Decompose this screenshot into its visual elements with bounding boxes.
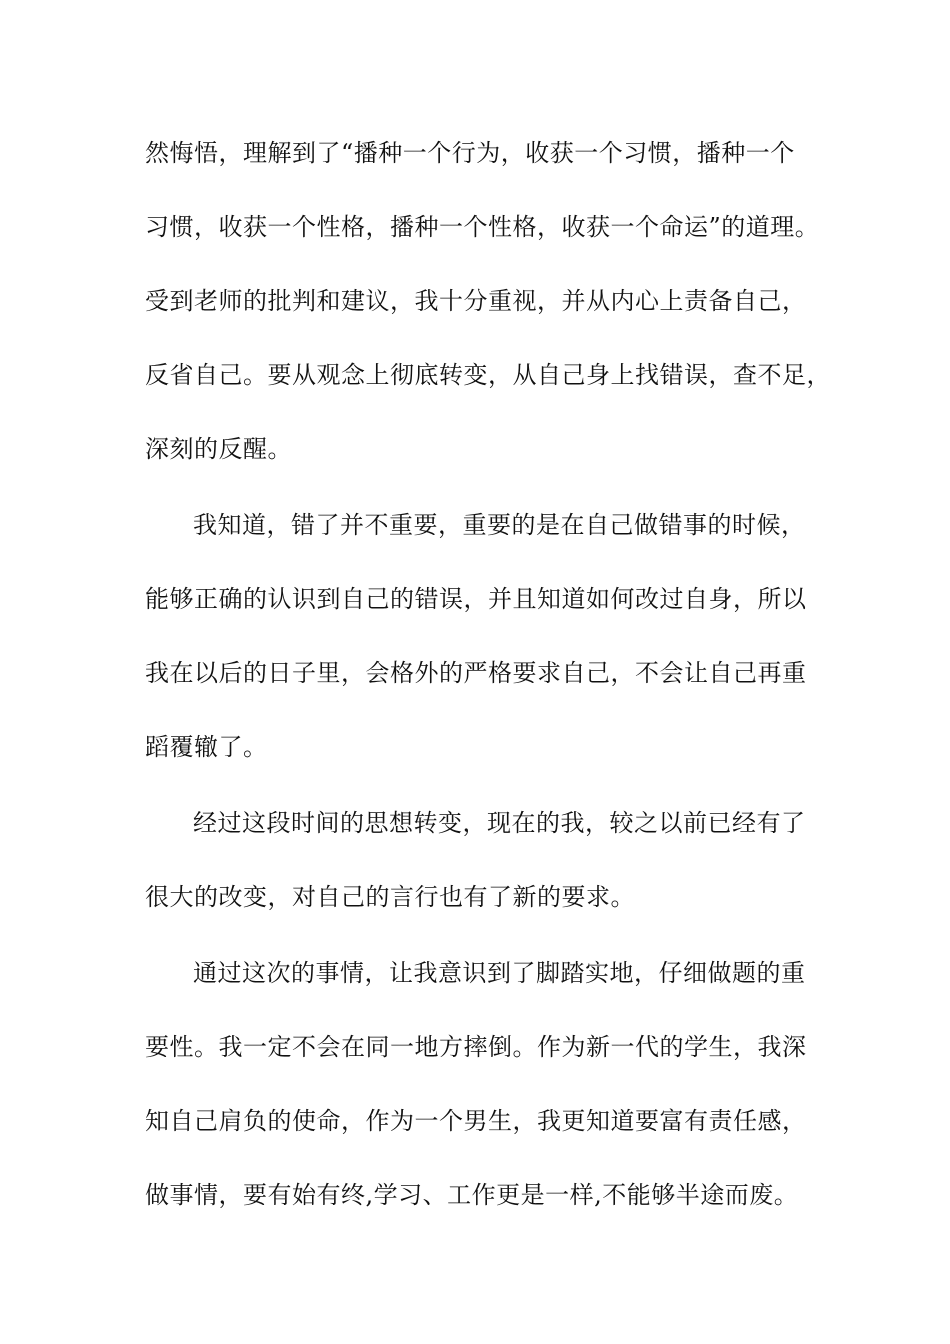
text-line: 然悔悟，理解到了“播种一个行为，收获一个习惯，播种一个	[145, 139, 795, 167]
paragraph-first-line: 经过这段时间的思想转变，现在的我，较之以前已经有了	[193, 809, 806, 837]
text-line: 做事情，要有始有终,学习、工作更是一样,不能够半途而废。	[145, 1181, 799, 1209]
text-line: 要性。我一定不会在同一地方摔倒。作为新一代的学生，我深	[145, 1033, 807, 1061]
text-line: 蹈覆辙了。	[145, 733, 268, 761]
text-line: 知自己肩负的使命，作为一个男生，我更知道要富有责任感，	[145, 1107, 807, 1135]
text-line: 能够正确的认识到自己的错误，并且知道如何改过自身，所以	[145, 585, 807, 613]
text-line: 受到老师的批判和建议，我十分重视，并从内心上责备自己，	[145, 287, 807, 315]
text-line: 反省自己。要从观念上彻底转变，从自己身上找错误，查不足，	[145, 361, 831, 389]
text-line: 我在以后的日子里，会格外的严格要求自己，不会让自己再重	[145, 659, 807, 687]
paragraph-first-line: 我知道，错了并不重要，重要的是在自己做错事的时候，	[193, 511, 806, 539]
paragraph-first-line: 通过这次的事情，让我意识到了脚踏实地，仔细做题的重	[193, 959, 806, 987]
text-line: 习惯，收获一个性格，播种一个性格，收获一个命运”的道理。	[145, 213, 820, 241]
text-line: 深刻的反醒。	[145, 435, 292, 463]
text-line: 很大的改变，对自己的言行也有了新的要求。	[145, 883, 635, 911]
